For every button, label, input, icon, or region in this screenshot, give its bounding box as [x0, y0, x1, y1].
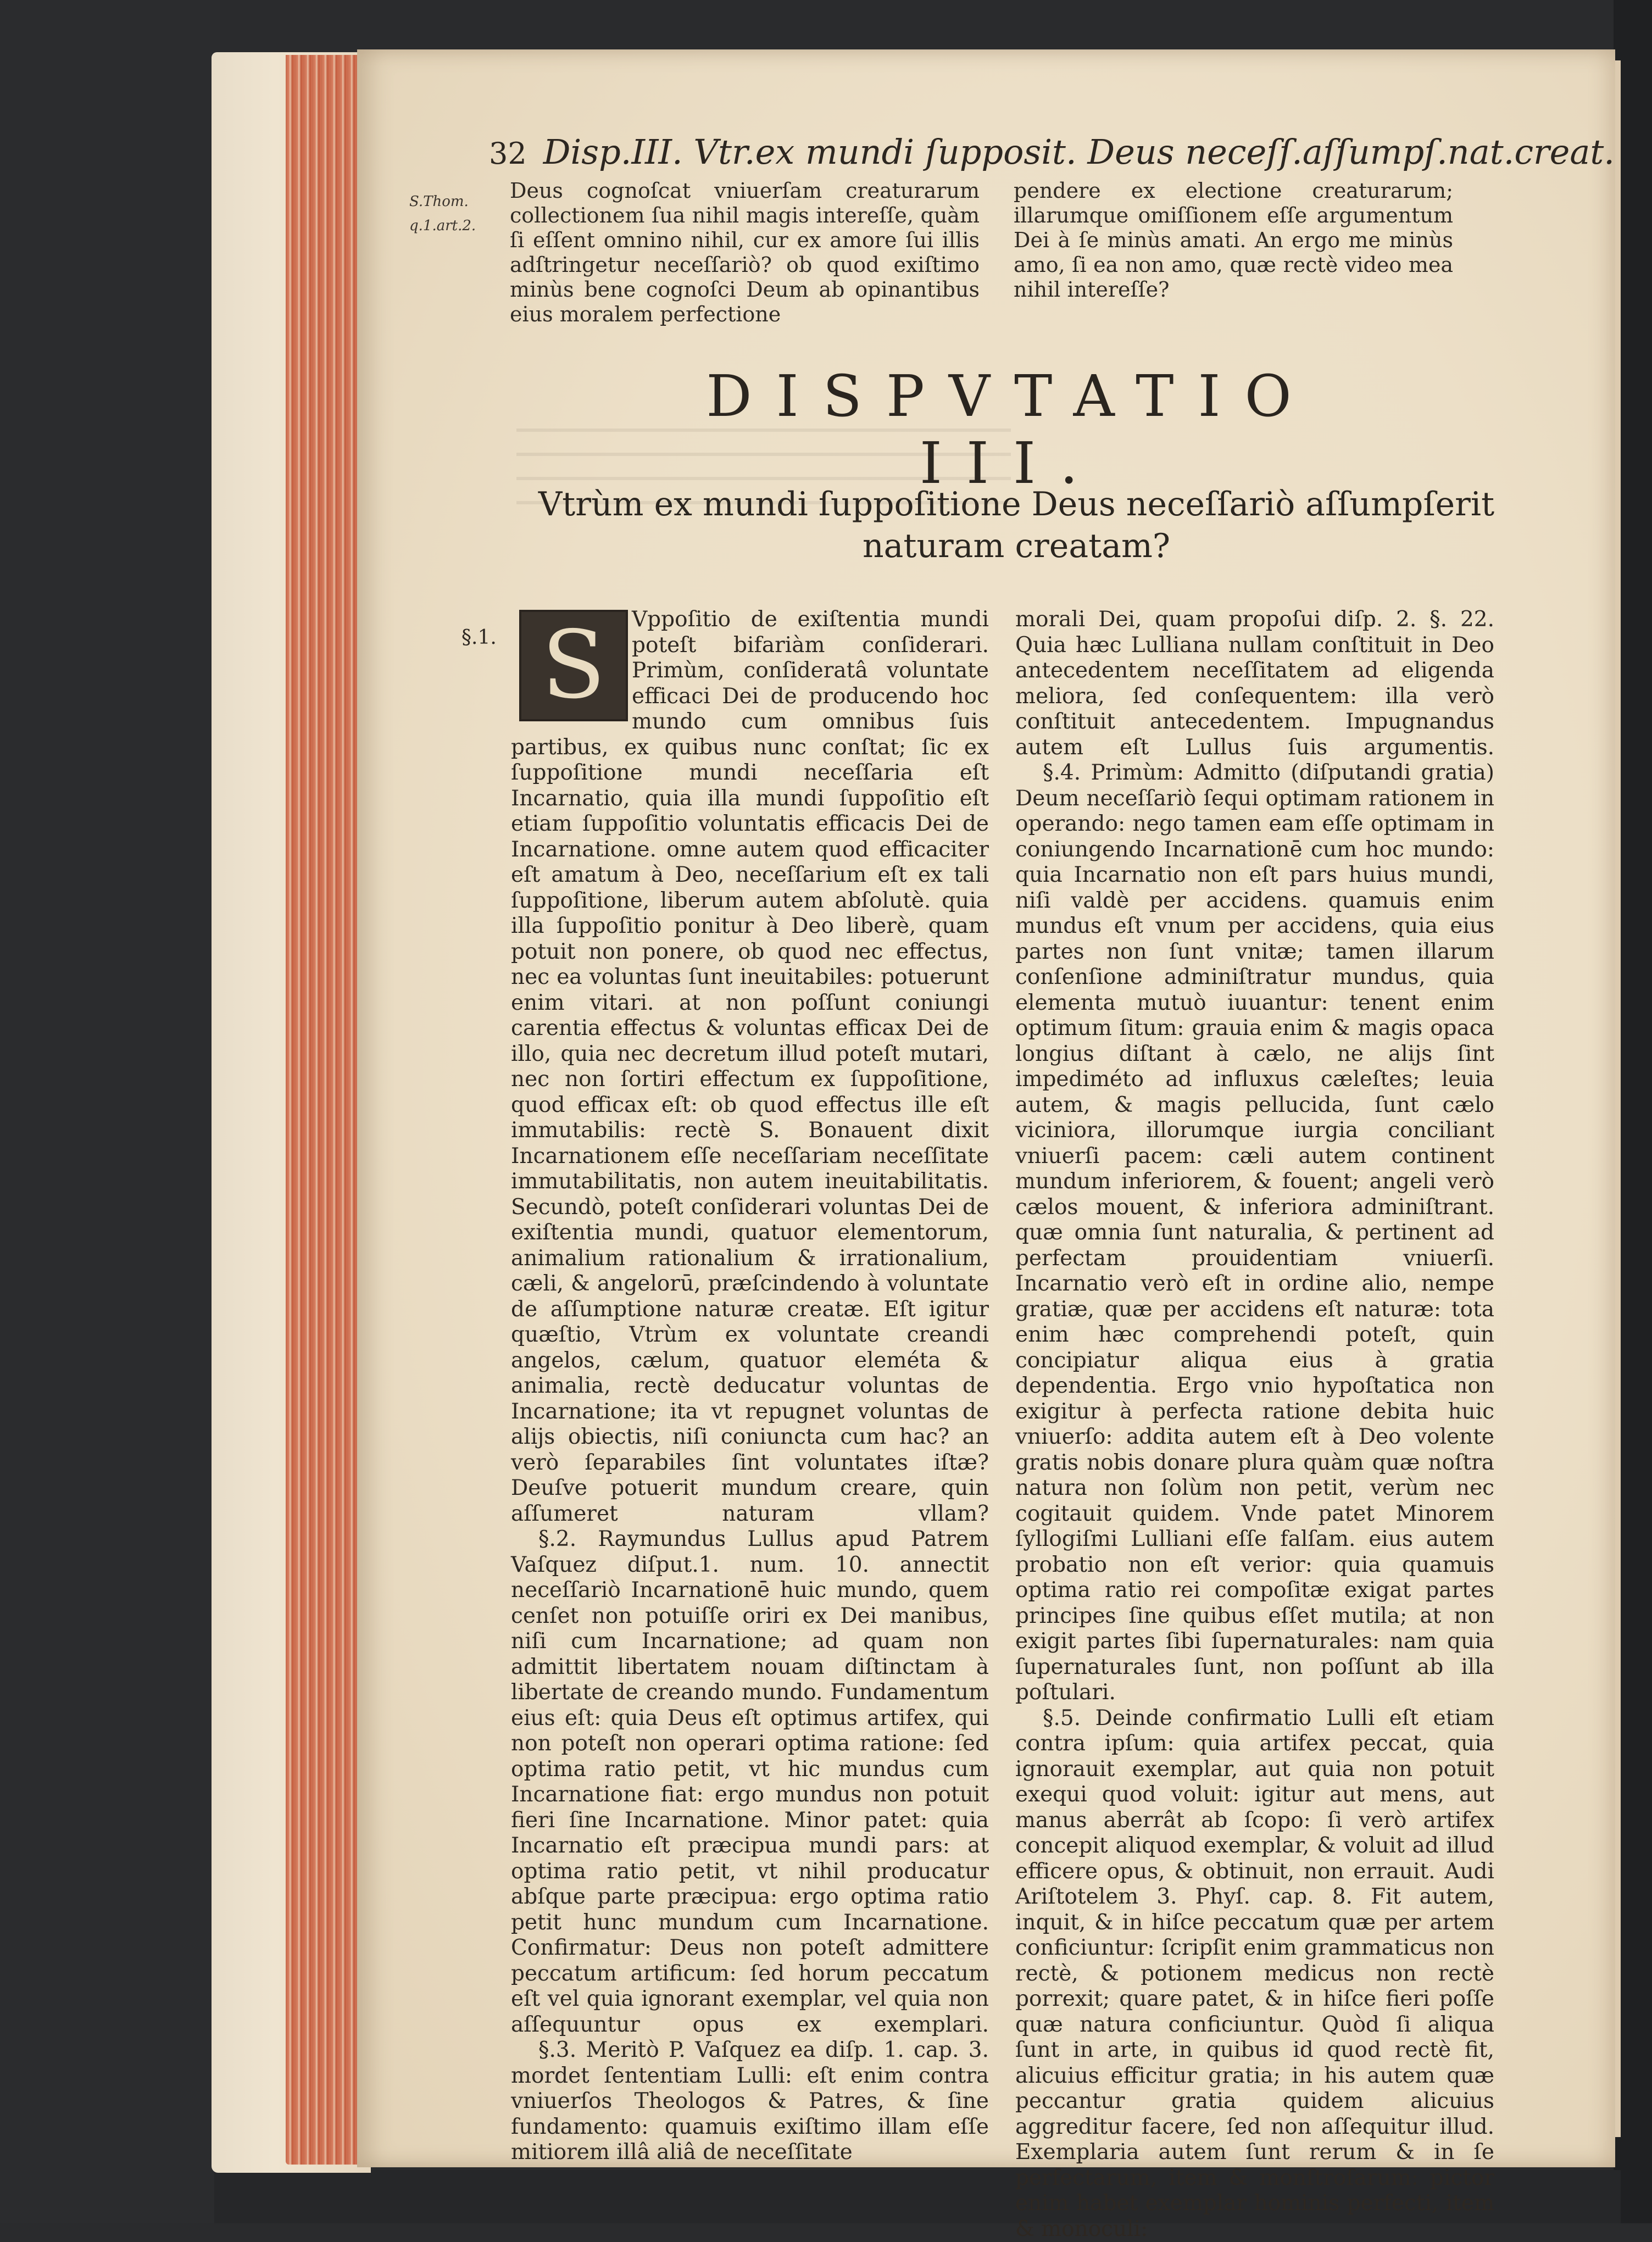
- paragraph: §.4. Primùm: Admitto (diſputandi gratia) Deum neceſſariò ſequi optimam rationem in operando: nego tamen eam eſſe optimam in coniungendo Incarnationē cum hoc mundo: quia Incarnatio non eſt pars huius mundi, niſi valdè per accidens. quamuis enim mundus eſt vnum per accidens, quia eius partes non ſunt vnitæ; tamen illarum conſenſione adminiſtratur mundus, quia elementa mutuò iuuantur: tenent enim optimum ſitum: grauia enim & magis opaca longius diſtant à cælo, ne alijs ſint impediméto ad influxus cæleſtes; leuia autem, & magis pellucida, ſunt cælo viciniora, illorumque iurgia conciliant vniuerſi pacem: cæli autem continent mundum inferiorem, & fouent; angeli verò cælos mouent, & inferiora adminiſtrant. quæ omnia ſunt naturalia, & pertinent ad perfectam prouidentiam vniuerſi. Incarnatio verò eſt in ordine alio, nempe gratiæ, quæ per accidens eſt naturæ: tota enim hæc comprehendi poteſt, quin concipiatur aliqua eius à gratia dependentia. Ergo vnio hypoſtatica non exigitur à perfecta ratione debita huic vniuerſo: addita autem eſt à Deo volente gratis nobis donare plura quàm quæ noſtra natura non ſolùm non petit, verùm nec cogitauit quidem. Vnde patet Minorem ſyllogiſmi Lulliani eſſe falſam. eius autem probatio non eſt verior: quia quamuis optima ratio rei compoſitæ exigat partes principes ſine quibus eſſet mutila; at non exigit partes ſibi ſupernaturales: nam quia ſupernaturales ſunt, non poſſunt ab illa poſtulari.: [1015, 760, 1494, 1706]
- running-head: [489, 132, 1450, 176]
- top-right-text: pendere ex electione creaturarum; illarumque omiſſionem eſſe argumentum Dei à ſe minùs amati. An ergo me minùs amo, ſi ea non amo, quæ rectè video mea nihil intereſſe?: [1014, 179, 1453, 302]
- paragraph: §.3. Meritò P. Vaſquez ea diſp. 1. cap. 3. mordet ſententiam Lulli: eſt enim contra vniuerſos Theologos & Patres, & ſine fundamento: quamuis exiſtimo illam eſſe mitiorem illâ aliâ de neceſſitate: [511, 2038, 989, 2166]
- margin-note: [409, 190, 476, 238]
- subtitle-line: naturam creatam?: [522, 525, 1511, 567]
- paragraph: §.2. Raymundus Lullus apud Patrem Vaſquez diſput.1. num. 10. annectit neceſſariò Incarnationē huic mundo, quem cenſet non potuiſſe oriri ex Dei manibus, niſi cum Incarnatione; ad quam non admittit libertatem nouam diſtinctam à libertate de creando mundo. Fundamentum eius eſt: quia Deus eſt optimus artifex, qui non poteſt non operari optima ratione: ſed optima ratio petit, vt hic mundus cum Incarnatione fiat: ergo mundus non potuit fieri ſine Incarnatione. Minor patet: quia Incarnatio eſt præcipua mundi pars: at optima ratio petit, vt nihil producatur abſque parte præcipua: ergo optima ratio petit hunc mundum cum Incarnatione. Confirmatur: Deus non poteſt admittere peccatum artificum: ſed horum peccatum eſt vel quia ignorant exemplar, vel quia non aſſequuntur opus ex exemplari.: [511, 1527, 989, 2038]
- initial-letter: S: [521, 612, 626, 719]
- page-number: 32: [489, 136, 527, 171]
- paragraph: morali Dei, quam propoſui diſp. 2. §. 22. Quia hæc Lulliana nullam conſtituit in Deo antecedentem neceſſitatem ad eligenda meliora, ſed conſequentem: illa verò conſtituit antecedentem. Impugnandus autem eſt Lullus ſuis argumentis.: [1015, 607, 1494, 760]
- paragraph: [511, 607, 989, 1527]
- right-column: [1015, 607, 1494, 2242]
- paragraph: §.5. Deinde confirmatio Lulli eſt etiam contra ipſum: quia artifex peccat, quia ignorauit exemplar, aut quia non potuit exequi quod voluit: igitur aut mens, aut manus aberrât ab ſcopo: ſi verò artifex concepit aliquod exemplar, & voluit ad illud efficere opus, & obtinuit, non errauit. Audi Ariſtotelem 3. Phyſ. cap. 8. Fit autem, inquit, & in hiſce peccatum quæ per artem conficiuntur: ſcripſit enim grammaticus non rectè, & potionem medicus non rectè porrexit; quare patet, & in hiſce fieri poſſe quæ natura conficiuntur. Quòd ſi aliqua ſunt in arte, in quibus id quod rectè fit, alicuius efficitur gratia; in his autem quæ peccantur gratia quidem alicuius aggreditur facere, ſed non aſſequitur illud. Exemplaria autem ſunt rerum & in ſe perfectarum, item & monſtroſarum: pictor enim habet exemplar hominis perfecti, item & monoculi:: [1015, 1706, 1494, 2242]
- disputation-title: DISPVTATIO III.: [604, 363, 1417, 497]
- running-head-title: Disp.III. Vtr.ex mundi ſupposit. Deus neceſſ.aſſumpſ.nat.creat.: [543, 132, 1615, 172]
- subtitle-line: Vtrùm ex mundi ſuppoſitione Deus neceſſariò aſſumpſerit: [522, 483, 1511, 525]
- red-page-edges: [286, 55, 363, 2165]
- margin-note-line: S.Thom.: [409, 190, 476, 214]
- margin-note-line: q.1.art.2.: [409, 214, 476, 238]
- initial-spacer: [511, 607, 632, 717]
- top-left-text: Deus cognoſcat vniuerſam creaturarum collectionem ſua nihil magis intereſſe, quàm ſi eſſent omnino nihil, cur ex amore ſui illis adſtringetur neceſſariò? ob quod exiſtimo minùs bene cognoſci Deum ab opinantibus eius moralem perfectione: [510, 179, 980, 327]
- paragraph-text: Vppoſitio de exiſtentia mundi poteſt bifariàm conſiderari. Primùm, conſideratâ voluntate efficaci Dei de producendo hoc mundo cum omnibus ſuis partibus, ex quibus nunc conſtat; ſic ex ſuppoſitione mundi neceſſaria eſt Incarnatio, quia illa mundi ſuppoſitio eſt etiam ſuppoſitio voluntatis efficacis Dei de Incarnatione. omne autem quod efficaciter eſt amatum à Deo, neceſſarium eſt ex tali ſuppoſitione, liberum autem abſolutè. quia illa ſuppoſitio ponitur à Deo liberè, quam potuit non ponere, ob quod nec effectus, nec ea voluntas ſunt ineuitabiles: potuerunt enim vitari. at non poſſunt coniungi carentia effectus & voluntas efficax Dei de illo, quia nec decretum illud poteſt mutari, nec non ſortiri effectum ex ſuppoſitione, quod efficax eſt: ob quod effectus ille eſt immutabilis: rectè S. Bonauent dixit Incarnationem eſſe neceſſariam neceſſitate immutabilitatis, non autem ineuitabilitatis. Secundò, poteſt conſiderari voluntas Dei de exiſtentia mundi, quatuor elementorum, animalium rationalium & irrationalium, cæli, & angelorū, præſcindendo à voluntate de aſſumptione naturæ creatæ. Eſt igitur quæſtio, Vtrùm ex voluntate creandi angelos, cælum, quatuor eleméta & animalia, rectè deducatur voluntas de Incarnatione; ita vt repugnet voluntas de alijs obiectis, niſi coniuncta cum hac? an verò ſeparabiles ſint voluntates iſtæ? Deuſve potuerit mundum creare, quin aſſumeret naturam vllam?: [511, 607, 989, 1526]
- scan-background: [0, 0, 220, 2223]
- disputation-subtitle: [522, 483, 1511, 567]
- left-column: [511, 607, 989, 2166]
- section-mark: §.1.: [461, 626, 497, 649]
